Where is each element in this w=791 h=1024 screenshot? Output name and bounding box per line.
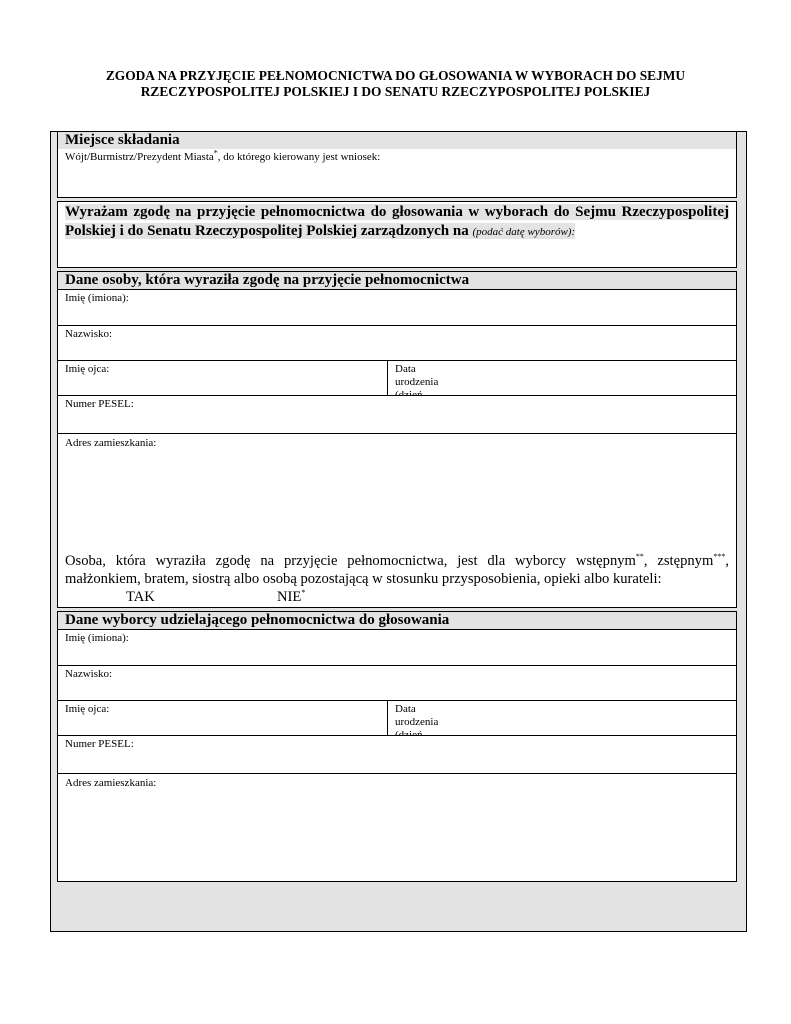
relation-text-2: , zstępnym [643,553,714,569]
proxy-last-name-label: Nazwisko: [65,328,113,340]
proxy-address-field[interactable] [58,433,736,550]
voter-father-name-label: Imię ojca: [65,703,110,715]
voter-first-name-field[interactable] [58,629,736,665]
voter-last-name-field[interactable] [58,665,736,700]
consent-text: Wyrażam zgodę na przyjęcie pełnomocnictwa do głosowania w wyborach do Sejmu Rzeczypospolitej Polskiej i do Senatu Rzeczypospolitej Polskiej zarządzonych na [65,204,729,239]
section-voter [57,611,737,882]
footnote-mark: *** [713,552,726,562]
voter-last-name-label: Nazwisko: [65,668,113,680]
option-no-label: NIE [277,589,302,605]
relation-text-1: Osoba, która wyraziła zgodę na przyjęcie pełnomocnictwa, jest dla wyborcy wstępnym [65,553,636,569]
proxy-birth-date-label: Data urodzenia [395,363,439,388]
voter-birth-date-label: Data urodzenia [395,703,439,728]
section-place [57,131,737,198]
document-title-line-2: RZECZYPOSPOLITEJ POLSKIEJ I DO SENATU RZECZYPOSPOLITEJ POLSKIEJ [140,84,651,99]
relation-text-3: , małżonkiem, bratem, siostrą albo osobą pozostającą w stosunku przysposobienia, opieki albo kurateli: [65,553,729,587]
election-date-note: (podać datę wyborów): [472,226,576,238]
proxy-pesel-field[interactable] [58,395,736,433]
proxy-father-name-label: Imię ojca: [65,363,110,375]
document-title-line-1: ZGODA NA PRZYJĘCIE PEŁNOMOCNICTWA DO GŁOSOWANIA W WYBORACH DO SEJMU [105,68,686,83]
footnote-mark: * [301,588,306,598]
voter-address-label: Adres zamieszkania: [65,777,157,789]
proxy-birth-date-field[interactable] [387,361,439,395]
section-proxy [57,271,737,608]
voter-birth-date-field[interactable] [387,701,439,735]
option-no[interactable] [277,589,305,606]
footnote-mark: ** [635,552,644,562]
footnote-mark: * [213,148,218,158]
section-place-header: Miejsce składania [58,132,736,150]
voter-pesel-field[interactable] [58,735,736,773]
authority-label-suffix: , do którego kierowany jest wniosek: [217,151,381,163]
voter-pesel-label: Numer PESEL: [65,738,134,750]
authority-field[interactable] [58,149,736,197]
section-proxy-header: Dane osoby, która wyraziła zgodę na przyjęcie pełnomocnictwa [58,272,736,290]
document-title [60,68,731,100]
proxy-first-name-label: Imię (imiona): [65,292,129,304]
proxy-last-name-field[interactable] [58,325,736,360]
consent-statement [65,203,729,242]
proxy-pesel-label: Numer PESEL: [65,398,134,410]
election-date-field[interactable] [58,239,736,267]
section-voter-header: Dane wyborcy udzielającego pełnomocnictwa do głosowania [58,612,736,630]
relation-statement [65,552,729,588]
option-yes[interactable]: TAK [126,589,155,605]
proxy-address-label: Adres zamieszkania: [65,437,157,449]
voter-father-name-row [58,700,736,735]
proxy-relation-block [58,550,736,607]
authority-label [65,148,381,164]
proxy-father-name-row [58,360,736,395]
authority-label-text: Wójt/Burmistrz/Prezydent Miasta [65,151,214,163]
voter-address-field[interactable] [58,773,736,881]
section-consent [57,201,737,268]
voter-first-name-label: Imię (imiona): [65,632,129,644]
proxy-first-name-field[interactable] [58,289,736,325]
